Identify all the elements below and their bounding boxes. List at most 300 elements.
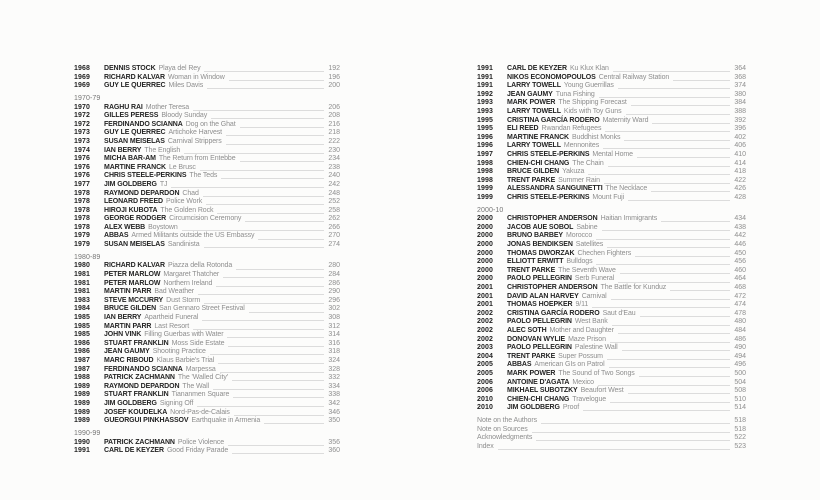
page-number: 392	[734, 116, 746, 124]
page-number: 496	[734, 361, 746, 369]
entry-year: 1989	[74, 408, 90, 416]
toc-entry-row	[477, 117, 746, 126]
page-number: 364	[734, 65, 746, 72]
photo-title: Northern Ireland	[163, 279, 213, 287]
leader-line	[607, 359, 730, 360]
photographer-name: BRUCE GILDEN	[104, 305, 157, 313]
photographer-name: ALEX WEBB	[104, 223, 146, 231]
photo-title: Palestine Wall	[574, 344, 618, 352]
toc-footer-row	[477, 443, 746, 452]
photo-title: Filling Guerbas with Water	[144, 331, 224, 339]
photo-title: Piazza della Rotonda	[167, 262, 233, 270]
photographer-name: JONAS BENDIKSEN	[507, 241, 573, 249]
photographer-name: PETER MARLOW	[104, 279, 161, 287]
leader-line	[213, 389, 324, 390]
photo-title: Apartheid Funeral	[144, 314, 199, 321]
photographer-name: DONOVAN WYLIE	[507, 335, 566, 343]
page-number: 266	[328, 223, 340, 231]
leader-line	[635, 256, 730, 257]
toc-entry-row	[74, 383, 340, 392]
photo-title: Tuna Fishing	[555, 90, 595, 98]
photo-title: Dog on the Ghat	[185, 120, 236, 128]
photographer-name: BRUCE GILDEN	[507, 168, 560, 176]
photo-title: Summer Rain	[558, 176, 600, 184]
page-number: 262	[328, 215, 340, 223]
toc-entry-row	[477, 344, 746, 353]
toc-entry-row	[74, 271, 340, 280]
leader-line	[626, 114, 730, 115]
photographer-name: ABBAS	[507, 361, 532, 369]
leader-line	[264, 423, 324, 424]
leader-line	[216, 286, 324, 287]
toc-entry-row	[74, 297, 340, 306]
photo-title: Kids with Toy Guns	[563, 107, 622, 115]
entry-year: 1998	[477, 176, 493, 184]
photo-title: Artichoke Harvest	[168, 129, 223, 137]
photographer-name: CHRIS STEELE-PERKINS	[104, 172, 187, 180]
entry-year: 1976	[74, 155, 90, 163]
entry-year: 2002	[477, 327, 493, 334]
entry-year: 1969	[74, 73, 90, 81]
entry-year: 1989	[74, 391, 90, 399]
photographer-name: DAVID ALAN HARVEY	[507, 292, 579, 300]
entry-year: 2004	[477, 352, 493, 360]
toc-entry-row	[477, 318, 746, 327]
photo-title: The Shipping Forecast	[558, 99, 627, 107]
toc-entry-row	[74, 340, 340, 349]
leader-line	[226, 144, 324, 145]
page-number: 478	[734, 309, 746, 317]
leader-line	[211, 118, 324, 119]
photo-title: Boystown	[148, 223, 178, 231]
leader-line	[604, 183, 730, 184]
toc-entry-row	[477, 250, 746, 259]
toc-entry-row	[477, 284, 746, 293]
photographer-name: LARRY TOWELL	[507, 142, 561, 150]
page-number: 238	[328, 163, 340, 171]
photo-title: Dust Storm	[166, 296, 201, 304]
leader-line	[197, 406, 324, 407]
entry-year: 1984	[74, 305, 90, 313]
page-number: 368	[734, 73, 746, 81]
photo-title: Young Guerrillas	[563, 82, 614, 90]
toc-entry-row	[74, 314, 340, 323]
entry-year: 2010	[477, 395, 493, 403]
page-number: 242	[328, 180, 340, 188]
photographer-name: MARK POWER	[507, 99, 556, 107]
leader-line	[628, 200, 730, 201]
leader-line	[652, 123, 730, 124]
photo-title: Yakuza	[562, 168, 585, 176]
photo-title: Sandinista	[167, 241, 200, 249]
toc-entry-row	[74, 400, 340, 409]
leader-line	[229, 80, 324, 81]
photographer-name: JIM GOLDBERG	[104, 399, 157, 407]
photographer-name: ALEC SOTH	[507, 327, 547, 334]
leader-line	[249, 312, 324, 313]
photo-title: Travelogue	[572, 395, 607, 403]
toc-entry-row	[74, 288, 340, 297]
toc-entry-row	[477, 370, 746, 379]
page-number: 324	[328, 356, 340, 364]
entry-year: 1985	[74, 331, 90, 339]
entry-year: 1993	[477, 107, 493, 115]
leader-line	[171, 187, 324, 188]
entry-year: 1973	[74, 137, 90, 145]
photographer-name: PAOLO PELLEGRIN	[507, 318, 572, 326]
photographer-name: CHRISTOPHER ANDERSON	[507, 215, 598, 223]
section-header-row	[74, 95, 340, 104]
entry-year: 1970	[74, 103, 90, 111]
entry-year: 1996	[477, 133, 493, 141]
leader-line	[232, 380, 324, 381]
toc-entry-row	[477, 215, 746, 224]
leader-line	[233, 397, 324, 398]
leader-line	[240, 161, 325, 162]
section-header-label: 2000-10	[477, 206, 504, 214]
page-number: 338	[328, 391, 340, 399]
toc-entry-row	[477, 185, 746, 194]
photographer-name: PAOLO PELLEGRIN	[507, 275, 572, 283]
leader-line	[618, 88, 730, 89]
entry-year: 2000	[477, 241, 493, 249]
leader-line	[596, 239, 730, 240]
leader-line	[193, 110, 324, 111]
toc-entry-row	[477, 327, 746, 336]
entry-year: 2001	[477, 301, 493, 309]
photo-title: Buddhist Monks	[571, 133, 621, 141]
page-number: 318	[328, 348, 340, 356]
toc-entry-row	[477, 82, 746, 91]
photographer-name: BRUNO BARBEY	[507, 232, 563, 240]
page-number: 332	[328, 374, 340, 382]
toc-entry-row	[477, 387, 746, 396]
leader-line	[218, 363, 324, 364]
photographer-name: JOSEF KOUDELKA	[104, 408, 168, 416]
photographer-name: MARTINE FRANCK	[104, 163, 166, 171]
page-number: 374	[734, 82, 746, 90]
leader-line	[220, 372, 324, 373]
photographer-name: PETER MARLOW	[104, 271, 161, 279]
page-number: 312	[328, 322, 340, 330]
entry-year: 1991	[477, 73, 493, 81]
footer-label: Index	[477, 442, 494, 450]
photographer-name: ELI REED	[507, 125, 539, 133]
toc-entry-row	[74, 172, 340, 181]
toc-entry-row	[74, 112, 340, 121]
page-number: 222	[328, 137, 340, 145]
leader-line	[206, 204, 324, 205]
page-number: 504	[734, 378, 746, 386]
toc-entry-row	[74, 232, 340, 241]
photo-title: The English	[144, 146, 181, 154]
photo-title: Morocco	[565, 232, 593, 240]
page-number: 446	[734, 241, 746, 249]
entry-year: 1985	[74, 322, 90, 330]
entry-year: 1998	[477, 159, 493, 167]
toc-entry-row	[477, 168, 746, 177]
photo-title: Earthquake in Armenia	[191, 417, 261, 425]
entry-year: 1989	[74, 399, 90, 407]
photo-title: The Battle for Kunduz	[600, 284, 667, 292]
leader-line	[618, 282, 730, 283]
entry-year: 2000	[477, 215, 493, 223]
page-number: 410	[734, 150, 746, 158]
photographer-name: ALESSANDRA SANGUINETTI	[507, 185, 603, 193]
leader-line	[200, 170, 324, 171]
leader-line	[603, 148, 730, 149]
toc-entry-row	[74, 417, 340, 426]
entry-year: 1988	[74, 374, 90, 382]
leader-line	[202, 320, 324, 321]
photo-title: Tiananmen Square	[171, 391, 230, 399]
entry-year: 1989	[74, 417, 90, 425]
toc-entry-row	[477, 361, 746, 370]
entry-year: 2003	[477, 344, 493, 352]
page-number: 350	[328, 417, 340, 425]
photographer-name: JIM GOLDBERG	[507, 404, 560, 412]
page-number: 192	[328, 65, 340, 72]
photographer-name: CARL DE KEYZER	[507, 65, 567, 72]
leader-line	[661, 221, 730, 222]
leader-line	[639, 376, 730, 377]
entry-year: 1991	[477, 82, 493, 90]
photo-title: Circumcision Ceremony	[169, 215, 242, 223]
photo-title: Bad Weather	[154, 288, 195, 296]
toc-entry-row	[74, 366, 340, 375]
entry-year: 1973	[74, 129, 90, 137]
entry-year: 1978	[74, 223, 90, 231]
entry-year: 1981	[74, 288, 90, 296]
page-number: 426	[734, 185, 746, 193]
toc-footer-row	[477, 426, 746, 435]
photographer-name: CHRIS STEELE-PERKINS	[507, 193, 590, 201]
leader-line	[210, 354, 324, 355]
leader-line	[217, 213, 324, 214]
leader-line	[592, 307, 730, 308]
entry-year: 1993	[477, 99, 493, 107]
page-number: 464	[734, 275, 746, 283]
page-number: 252	[328, 198, 340, 206]
photographer-name: GEORGE RODGER	[104, 215, 167, 223]
page-number: 208	[328, 112, 340, 120]
page-number: 474	[734, 301, 746, 309]
page-number: 508	[734, 387, 746, 395]
toc-entry-row	[74, 82, 340, 91]
leader-line	[223, 277, 324, 278]
page-number: 428	[734, 193, 746, 201]
entry-year: 1992	[477, 90, 493, 98]
page-number: 518	[734, 417, 746, 425]
photographer-name: DENNIS STOCK	[104, 65, 156, 72]
entry-year: 1981	[74, 271, 90, 279]
page-number: 406	[734, 142, 746, 150]
leader-line	[588, 174, 730, 175]
photographer-name: NIKOS ECONOMOPOULOS	[507, 73, 596, 81]
leader-line	[670, 290, 730, 291]
leader-line	[221, 178, 324, 179]
page-number: 490	[734, 344, 746, 352]
photo-title: Police Violence	[177, 438, 225, 446]
toc-entry-row	[477, 91, 746, 100]
photographer-name: TRENT PARKE	[507, 352, 556, 360]
toc-entry-row	[74, 262, 340, 271]
toc-entry-row	[477, 177, 746, 186]
toc-entry-row	[477, 194, 746, 203]
entry-year: 2010	[477, 404, 493, 412]
leader-line	[193, 329, 324, 330]
entry-year: 1991	[477, 65, 493, 72]
entry-year: 2001	[477, 284, 493, 292]
photo-title: Chad	[182, 189, 199, 197]
entry-year: 1969	[74, 82, 90, 90]
entry-year: 1996	[477, 142, 493, 150]
leader-line	[624, 140, 730, 141]
entry-year: 1978	[74, 189, 90, 197]
toc-entry-row	[477, 404, 746, 413]
toc-entry-row	[477, 125, 746, 134]
photographer-name: GILLES PERESS	[104, 112, 159, 120]
leader-line	[628, 393, 730, 394]
page-number: 480	[734, 318, 746, 326]
page-number: 342	[328, 399, 340, 407]
footer-label: Acknowledgments	[477, 434, 533, 442]
photographer-name: SUSAN MEISELAS	[104, 241, 165, 249]
entry-year: 1978	[74, 198, 90, 206]
photo-title: American GIs on Patrol	[534, 361, 605, 369]
page-number: 384	[734, 99, 746, 107]
toc-entry-row	[74, 215, 340, 224]
leader-line	[609, 367, 730, 368]
leader-line	[612, 325, 730, 326]
toc-right-column	[477, 65, 746, 452]
leader-line	[240, 127, 324, 128]
photo-title: The Golden Rock	[160, 206, 214, 214]
entry-year: 2000	[477, 223, 493, 231]
toc-entry-row	[477, 267, 746, 276]
photo-title: Satellites	[575, 241, 604, 249]
toc-entry-row	[74, 241, 340, 250]
photographer-name: PATRICK ZACHMANN	[104, 374, 175, 382]
leader-line	[204, 247, 324, 248]
photographer-name: MARC RIBOUD	[104, 356, 154, 364]
entry-year: 1999	[477, 193, 493, 201]
photographer-name: STUART FRANKLIN	[104, 391, 169, 399]
leader-line	[532, 432, 730, 433]
leader-line	[620, 273, 730, 274]
photographer-name: RAYMOND DEPARDON	[104, 189, 180, 197]
photo-title: The Chain	[572, 159, 604, 167]
photographer-name: MARK POWER	[507, 369, 556, 377]
leader-line	[182, 230, 324, 231]
leader-line	[622, 350, 730, 351]
toc-entry-row	[74, 305, 340, 314]
entry-year: 2001	[477, 292, 493, 300]
photo-title: 9/11	[575, 301, 589, 309]
photo-title: The Return from Entebbe	[158, 155, 236, 163]
photo-title: Mount Fuji	[592, 193, 625, 201]
toc-entry-row	[477, 293, 746, 302]
toc-entry-row	[74, 439, 340, 448]
leader-line	[611, 299, 730, 300]
toc-entry-row	[477, 224, 746, 233]
entry-year: 1974	[74, 146, 90, 154]
photo-title: Super Possum	[558, 352, 603, 360]
toc-entry-row	[74, 207, 340, 216]
page-number: 468	[734, 284, 746, 292]
photographer-name: STEVE MCCURRY	[104, 296, 164, 304]
photo-title: Bloody Sunday	[161, 112, 208, 120]
photographer-name: THOMAS HOEPKER	[507, 301, 573, 309]
entry-year: 2000	[477, 275, 493, 283]
entry-year: 1981	[74, 279, 90, 287]
toc-entry-row	[74, 374, 340, 383]
photo-title: Sabine	[576, 223, 598, 231]
section-header-label: 1980-89	[74, 253, 101, 261]
photographer-name: HIROJI KUBOTA	[104, 206, 158, 214]
photo-title: Miles Davis	[168, 82, 204, 90]
page-number: 258	[328, 206, 340, 214]
leader-line	[599, 97, 730, 98]
entry-year: 1978	[74, 206, 90, 214]
page-number: 284	[328, 271, 340, 279]
photographer-name: CRISTINA GARCÍA RODERO	[507, 116, 600, 124]
entry-year: 2005	[477, 361, 493, 369]
entry-year: 2002	[477, 309, 493, 317]
page-number: 248	[328, 189, 340, 197]
photographer-name: MARTINE FRANCK	[507, 133, 569, 141]
page-number: 216	[328, 120, 340, 128]
page-number: 510	[734, 395, 746, 403]
photographer-name: TRENT PARKE	[507, 266, 556, 274]
leader-line	[207, 88, 324, 89]
photo-title: The Teds	[189, 172, 218, 180]
leader-line	[613, 71, 730, 72]
toc-entry-row	[477, 310, 746, 319]
toc-entry-row	[74, 348, 340, 357]
photo-title: Serb Funeral	[574, 275, 615, 283]
leader-line	[203, 196, 324, 197]
toc-entry-row	[74, 65, 340, 74]
photographer-name: GUY LE QUERREC	[104, 129, 166, 137]
leader-line	[541, 423, 730, 424]
leader-line	[610, 342, 730, 343]
photo-title: Central Railway Station	[598, 73, 670, 81]
leader-line	[618, 333, 730, 334]
toc-entry-row	[477, 275, 746, 284]
photo-title: Margaret Thatcher	[163, 271, 220, 279]
page-number: 494	[734, 352, 746, 360]
photo-title: Mental Home	[592, 150, 633, 158]
entry-year: 1985	[74, 314, 90, 321]
toc-entry-row	[477, 258, 746, 267]
toc-entry-row	[477, 142, 746, 151]
leader-line	[198, 294, 324, 295]
page-number: 500	[734, 369, 746, 377]
leader-line	[228, 346, 324, 347]
leader-line	[227, 337, 324, 338]
page-number: 286	[328, 279, 340, 287]
leader-line	[607, 247, 730, 248]
photographer-name: JACOB AUE SOBOL	[507, 223, 574, 231]
leader-line	[596, 264, 730, 265]
photographer-name: CRISTINA GARCÍA RODERO	[507, 309, 600, 317]
toc-entry-row	[477, 108, 746, 117]
leader-line	[631, 105, 730, 106]
page-number: 314	[328, 331, 340, 339]
photo-title: West Bank	[574, 318, 608, 326]
leader-line	[498, 449, 730, 450]
